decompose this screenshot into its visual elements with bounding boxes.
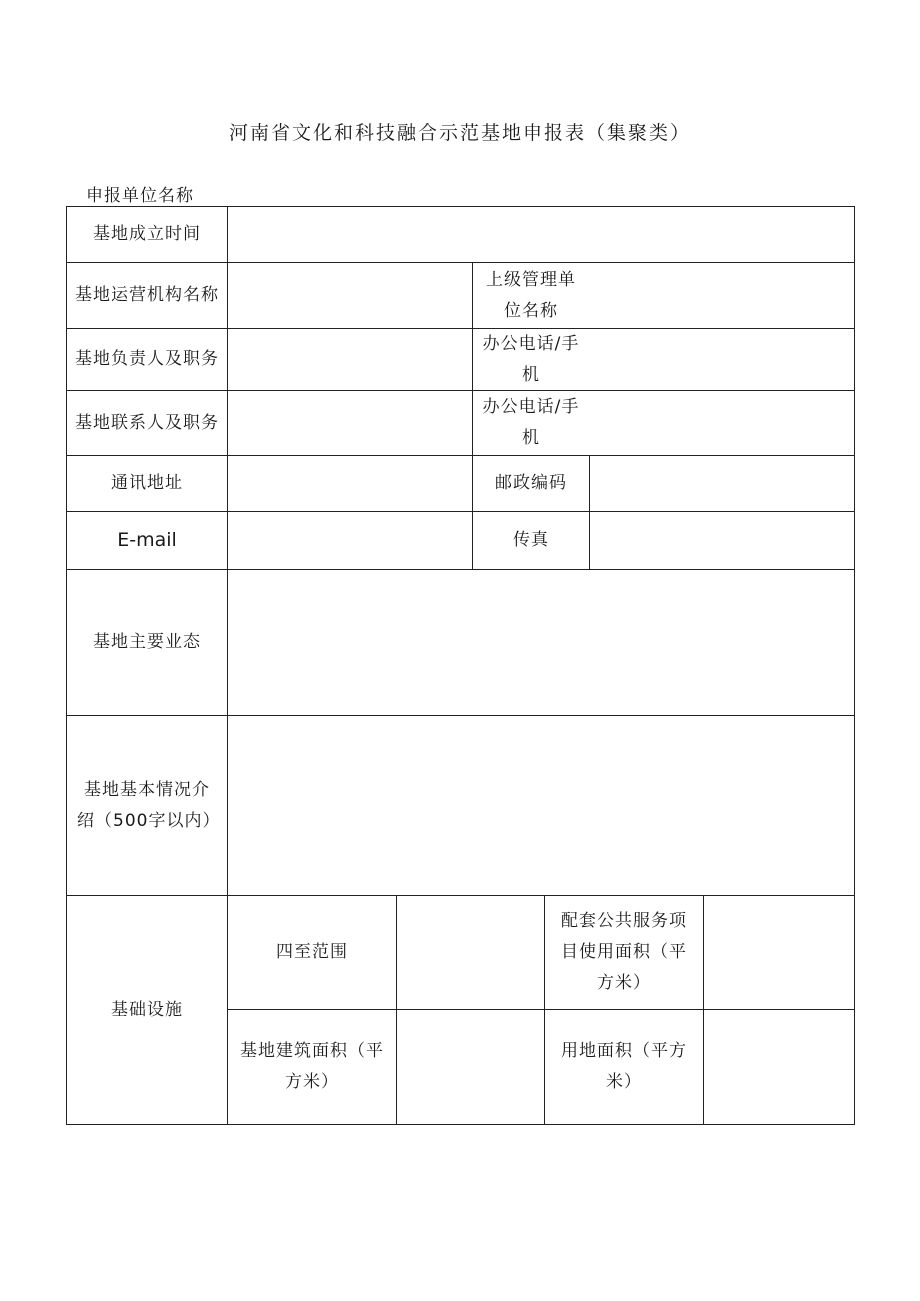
land-area-field[interactable]: [704, 1010, 854, 1124]
address-field[interactable]: [228, 456, 472, 511]
boundary-field[interactable]: [397, 896, 544, 1009]
public-service-area-label: 配套公共服务项目使用面积（平方米）: [561, 911, 687, 993]
table-border-right: [854, 206, 855, 1125]
operator-name-field[interactable]: [228, 263, 472, 328]
superior-unit-field[interactable]: [590, 263, 854, 328]
leader-label: 基地负责人及职务: [75, 349, 219, 369]
applicant-name-label: 申报单位名称: [86, 186, 194, 206]
operator-name-label: 基地运营机构名称: [75, 285, 219, 305]
leader-field[interactable]: [228, 329, 472, 390]
building-area-label: 基地建筑面积（平方米）: [240, 1041, 384, 1092]
fax-label: 传真: [513, 530, 549, 550]
superior-unit-label: 上级管理单位名称: [486, 269, 576, 321]
intro-field[interactable]: [228, 716, 854, 895]
leader-phone-field[interactable]: [590, 329, 854, 390]
contact-phone-field[interactable]: [590, 391, 854, 455]
public-service-area-field[interactable]: [704, 896, 854, 1009]
business-field[interactable]: [228, 570, 854, 715]
page-title: 河南省文化和科技融合示范基地申报表（集聚类）: [228, 122, 691, 144]
infra-label: 基础设施: [111, 999, 183, 1020]
address-label: 通讯地址: [111, 473, 183, 493]
business-label: 基地主要业态: [93, 632, 201, 652]
table-border-bottom: [66, 1124, 855, 1125]
postcode-field[interactable]: [590, 456, 854, 511]
fax-field[interactable]: [590, 512, 854, 569]
contact-field[interactable]: [228, 391, 472, 455]
email-field[interactable]: [228, 512, 472, 569]
boundary-label: 四至范围: [276, 942, 348, 962]
postcode-label: 邮政编码: [495, 473, 567, 493]
contact-label: 基地联系人及职务: [75, 412, 219, 433]
intro-label: 基地基本情况介绍（500字以内）: [77, 779, 221, 831]
email-label: E-mail: [117, 529, 177, 551]
building-area-field[interactable]: [397, 1010, 544, 1124]
land-area-label: 用地面积（平方米）: [561, 1041, 687, 1092]
leader-phone-label: 办公电话/手机: [482, 333, 580, 385]
contact-phone-label: 办公电话/手机: [482, 397, 580, 448]
founding-time-label: 基地成立时间: [93, 224, 201, 244]
founding-time-field[interactable]: [228, 207, 854, 262]
